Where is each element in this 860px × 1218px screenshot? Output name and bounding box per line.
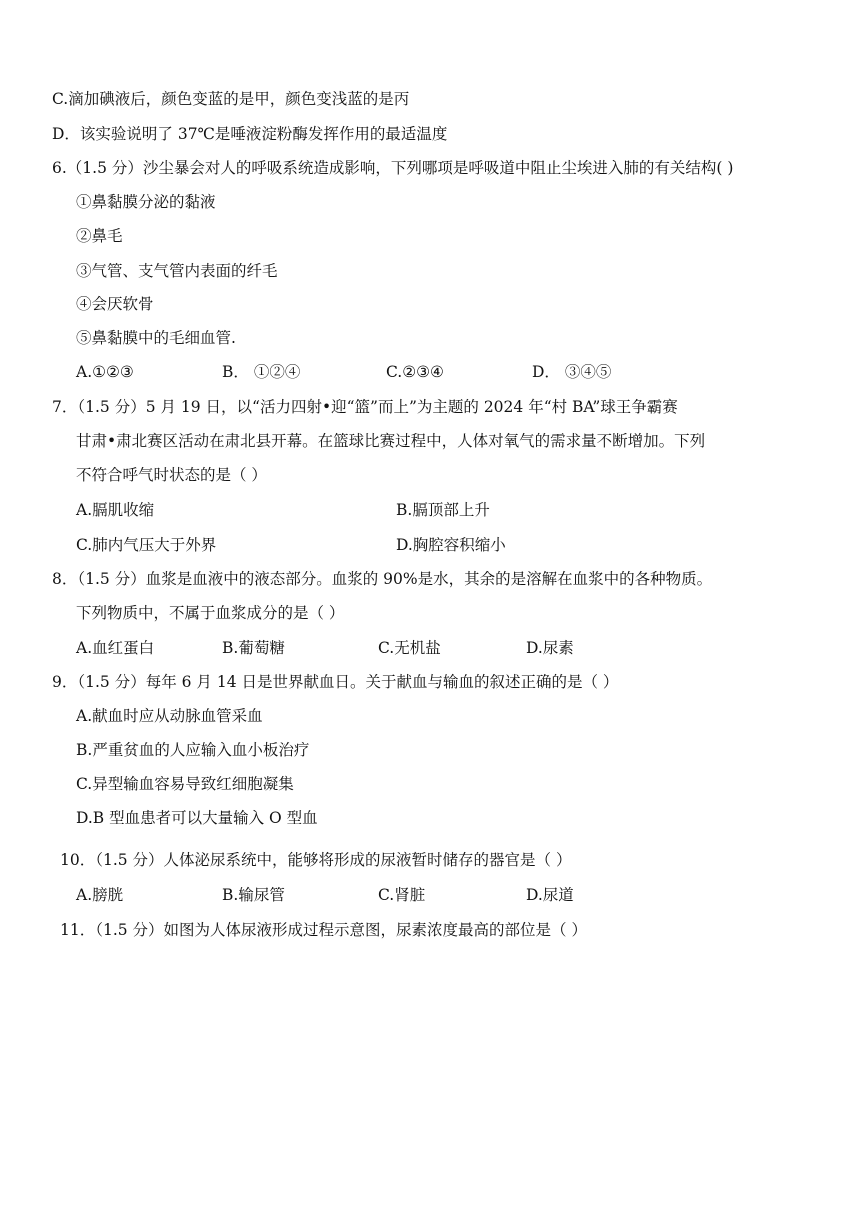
q10-option-c: C.肾脏 — [378, 886, 426, 904]
q6-option-a: A.①②③ — [76, 363, 134, 381]
q9-option-b: B.严重贫血的人应输入血小板治疗 — [76, 741, 310, 759]
q9-stem: 9．（1.5 分）每年 6 月 14 日是世界献血日。关于献血与输血的叙述正确的是（ ） — [52, 673, 619, 691]
q7-option-c: C.肺内气压大于外界 — [76, 536, 217, 554]
q7-option-b: B.膈顶部上升 — [396, 501, 490, 519]
q6-stem: 6.（1.5 分）沙尘暴会对人的呼吸系统造成影响，下列哪项是呼吸道中阻止尘埃进入肺的有关结构( ) — [52, 159, 734, 177]
q10-option-d: D.尿道 — [526, 886, 574, 904]
q7-stem-line1: 7．（1.5 分）5 月 19 日，以“活力四射•迎“篮”而上”为主题的 2024 年“村 BA”球王争霸赛 — [52, 398, 678, 416]
q8-option-c: C.无机盐 — [378, 639, 441, 657]
q8-stem-line2: 下列物质中，不属于血浆成分的是（ ） — [76, 604, 345, 622]
q9-option-c: C.异型输血容易导致红细胞凝集 — [76, 775, 294, 793]
q10-stem: 10．（1.5 分）人体泌尿系统中，能够将形成的尿液暂时储存的器官是（ ） — [60, 851, 572, 869]
q6-option-c: C.②③④ — [386, 363, 444, 381]
q11-stem: 11．（1.5 分）如图为人体尿液形成过程示意图，尿素浓度最高的部位是（ ） — [60, 921, 587, 939]
q6-item-5: ⑤鼻黏膜中的毛细血管. — [76, 329, 236, 347]
q6-option-d: D． ③④⑤ — [532, 363, 612, 381]
q7-stem-line2: 甘肃•肃北赛区活动在肃北县开幕。在篮球比赛过程中，人体对氧气的需求量不断增加。下列 — [76, 432, 706, 450]
q8-stem-line1: 8．（1.5 分）血浆是血液中的液态部分。血浆的 90%是水，其余的是溶解在血浆中的各种物质。 — [52, 570, 713, 588]
q5-option-c: C.滴加碘液后，颜色变蓝的是甲，颜色变浅蓝的是丙 — [52, 90, 410, 108]
q7-option-d: D.胸腔容积缩小 — [396, 536, 506, 554]
q6-item-3: ③气管、支气管内表面的纤毛 — [76, 262, 278, 280]
q10-option-a: A.膀胱 — [76, 886, 124, 904]
q6-item-4: ④会厌软骨 — [76, 295, 154, 313]
q9-option-a: A.献血时应从动脉血管采血 — [76, 707, 263, 725]
q9-option-d: D.B 型血患者可以大量输入 O 型血 — [76, 809, 318, 827]
q10-option-b: B.输尿管 — [222, 886, 285, 904]
q6-item-2: ②鼻毛 — [76, 227, 123, 245]
q7-option-a: A.膈肌收缩 — [76, 501, 155, 519]
q8-option-a: A.血红蛋白 — [76, 639, 155, 657]
q7-stem-line3: 不符合呼气时状态的是（ ） — [76, 466, 267, 484]
q8-option-d: D.尿素 — [526, 639, 574, 657]
q8-option-b: B.葡萄糖 — [222, 639, 285, 657]
q5-option-d: D．该实验说明了 37℃是唾液淀粉酶发挥作用的最适温度 — [52, 125, 448, 143]
q6-item-1: ①鼻黏膜分泌的黏液 — [76, 193, 216, 211]
q6-option-b: B． ①②④ — [222, 363, 301, 381]
